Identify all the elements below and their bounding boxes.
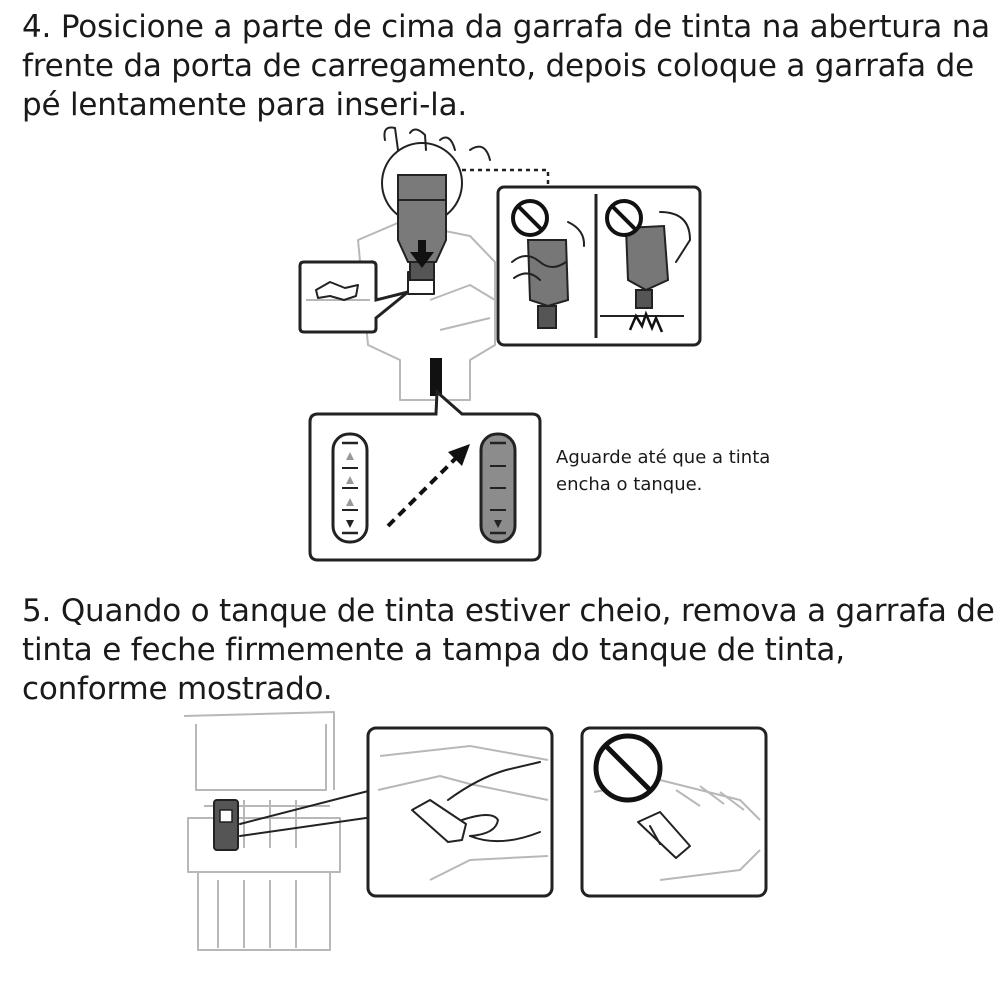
full-tank-gauge [481,434,515,542]
wrong-cap-inset [582,728,766,896]
close-cap-inset [368,728,552,896]
ink-fill-note: Aguarde até que a tinta encha o tanque. [556,447,771,495]
port-closeup-inset [300,262,408,332]
dotted-leader [462,170,548,186]
prohibited-icon [596,736,660,800]
empty-tank-gauge [333,434,367,542]
prohibited-icon [513,201,547,235]
ink-level-callout [310,392,540,560]
closed-tank-cap [214,800,238,850]
prohibited-icon [607,201,641,235]
open-tank-unit-illustration [184,712,380,950]
step-5-instruction: 5. Quando o tanque de tinta estiver cheio, remova a garrafa de tinta e feche firmemente a tampa do tanque de tinta, conforme mostrado. [22,593,995,707]
hand-holding-bottle [382,128,490,281]
step-4-instruction: 4. Posicione a parte de cima da garrafa de tinta na abertura na frente da porta de carregamento, depois coloque a garrafa de pé lentamente para inseri-la. [22,9,990,123]
prohibited-actions-inset [498,187,700,345]
